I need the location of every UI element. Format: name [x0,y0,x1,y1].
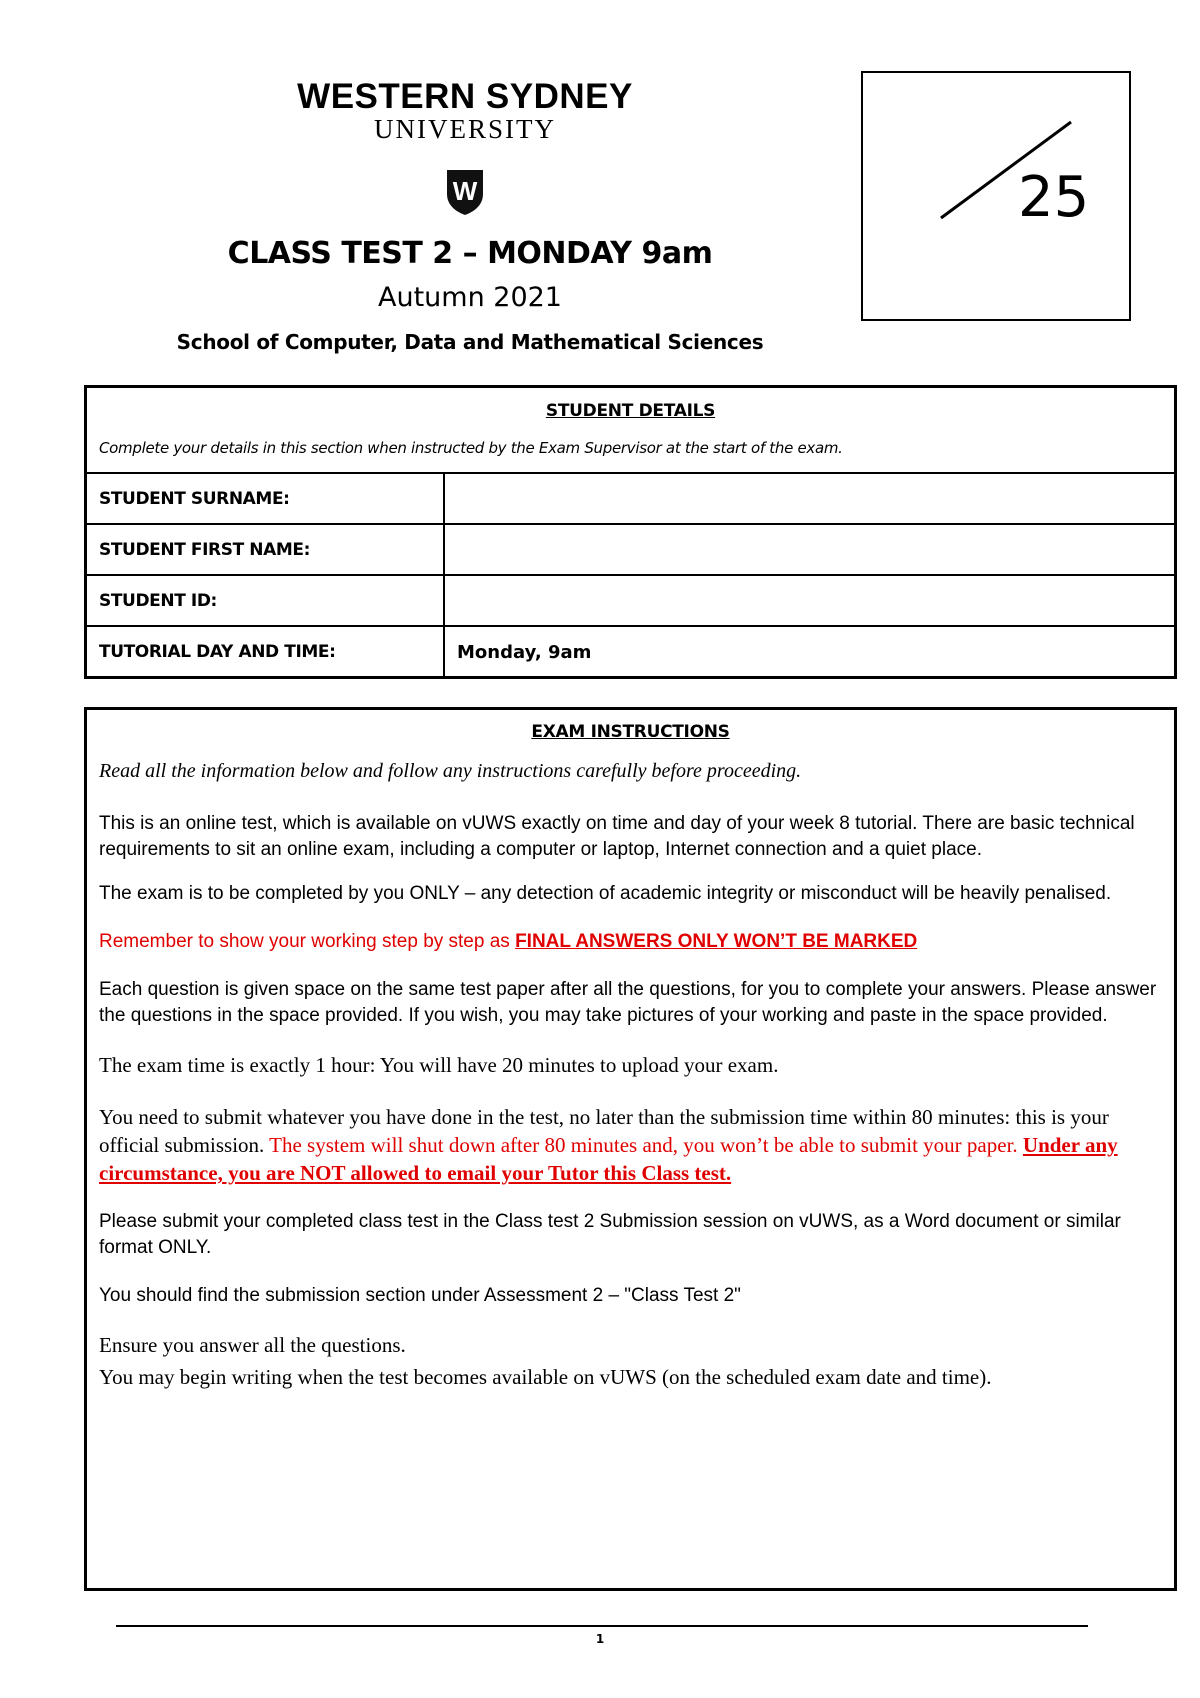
instruction-submission-section: You should find the submission section under Assessment 2 – "Class Test 2" [99,1285,741,1306]
score-box [861,71,1131,321]
first-name-label: STUDENT FIRST NAME: [87,525,445,574]
footer-divider [116,1625,1088,1627]
student-details-header [87,388,1174,474]
final-answers-warning: FINAL ANSWERS ONLY WON’T BE MARKED [515,931,918,952]
score-total: 25 [1018,165,1090,230]
logo-wordmark: WESTERN SYDNEY [297,77,633,116]
term: Autumn 2021 [378,282,562,313]
instruction-exam-time: The exam time is exactly 1 hour: You will have 20 minutes to upload your exam. [99,1053,779,1077]
instructions-intro: Read all the information below and follow any instructions carefully before proceeding. [99,760,802,782]
tutorial-time-value: Monday, 9am [457,642,592,663]
table-row [87,576,1174,627]
page-title: CLASS TEST 2 – MONDAY 9am [227,236,713,271]
no-email-warning: Under any circumstance, you are NOT allowed to email your Tutor this Class test. [99,1133,1118,1185]
submission-text: You need to submit whatever you have done in the test, no later than the submission time within 80 minutes: this is your official submission. [99,1105,1109,1157]
first-name-field[interactable] [445,525,1174,574]
student-id-label: STUDENT ID: [87,576,445,625]
instruction-answer-space: Each question is given space on the same test paper after all the questions, for you to complete your answers. Please answer the questions in the space provided. If you wish, you may take pictures of your working and paste in the space provided. [99,979,1157,1026]
instruction-integrity: The exam is to be completed by you ONLY – any detection of academic integrity or misconduct will be heavily penalised. [99,883,1112,904]
instruction-answer-all: Ensure you answer all the questions. [99,1333,406,1357]
student-details-title: STUDENT DETAILS [545,401,716,421]
instruction-online-test: This is an online test, which is available on vUWS exactly on time and day of your week 8 tutorial. There are basic technical requirements to sit an online exam, including a computer or laptop, Internet connection and a quiet place. [99,813,1135,860]
school-name: School of Computer, Data and Mathematical Sciences [176,330,764,354]
surname-field[interactable] [445,474,1174,523]
instruction-begin-writing: You may begin writing when the test becomes available on vUWS (on the scheduled exam date and time). [99,1365,992,1389]
student-id-field[interactable] [445,576,1174,625]
score-slash [863,73,1133,323]
table-row [87,525,1174,576]
student-details-note: Complete your details in this section when instructed by the Exam Supervisor at the start of the exam. [99,439,843,457]
instruction-submission [99,1103,1162,1187]
exam-instructions-title: EXAM INSTRUCTIONS [531,722,730,742]
shutdown-warning: The system will shut down after 80 minutes and, you won’t be able to submit your paper. [269,1133,1023,1157]
surname-label: STUDENT SURNAME: [87,474,445,523]
student-details-table [84,385,1177,679]
show-working-text: Remember to show your working step by step as [99,931,516,952]
crest-icon [445,168,485,216]
exam-instructions-box [84,707,1177,1591]
page-number: 1 [595,1632,605,1646]
table-row [87,474,1174,525]
table-row [87,627,1174,676]
instruction-show-working [99,929,1162,955]
crest-letter: W [452,176,478,206]
instruction-submit-format: Please submit your completed class test in the Class test 2 Submission session on vUWS, as a Word document or similar format ONLY. [99,1211,1121,1258]
university-logo [290,78,640,216]
tutorial-time-label: TUTORIAL DAY AND TIME: [87,627,445,676]
logo-subtitle: UNIVERSITY [374,114,556,144]
